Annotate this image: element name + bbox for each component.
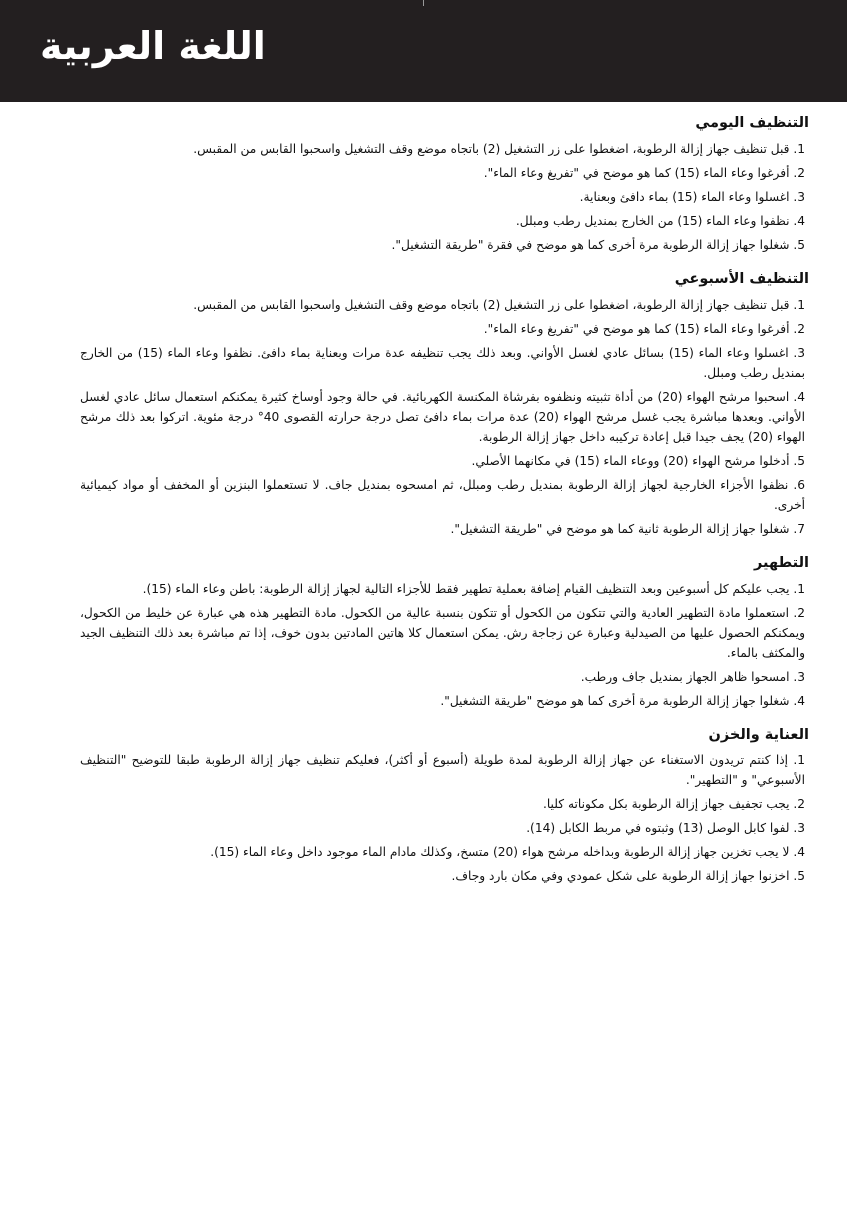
section-daily-cleaning xyxy=(80,114,809,255)
list-item: 5. أدخلوا مرشح الهواء (20) ووعاء الماء (15) في مكانهما الأصلي. xyxy=(471,453,805,468)
list-item: 4. شغلوا جهاز إزالة الرطوبة مرة أخرى كما هو موضح "طريقة التشغيل". xyxy=(440,693,805,708)
list-item: 2. أفرغوا وعاء الماء (15) كما هو موضح في "تفريغ وعاء الماء". xyxy=(483,165,805,180)
list-item: 4. اسحبوا مرشح الهواء (20) من أداة تثبيته ونظفوه بفرشاة المكنسة الكهربائية. في حالة وجود أوساخ كثيرة يمكنكم استعمال سائل عادي لغسل الأواني. وبعدها مباشرة يجب غسل مرشح الهواء (20) عدة مرات بماء دافئ تصل درجة حرارته القصوى 40° درجة مئوية. اتركوا بعد ذلك مرشح الهواء (20) يجف جيدا قبل إعادة تركيبه داخل جهاز إزالة الرطوبة. xyxy=(80,389,806,444)
page-header xyxy=(0,0,847,102)
list-item: 6. نظفوا الأجزاء الخارجية لجهاز إزالة الرطوبة بمنديل رطب ومبلل، ثم امسحوه بمنديل جاف. لا تستعملوا البنزين أو المخفف أو مواد كيميائية أخرى. xyxy=(80,477,805,512)
section-disinfection xyxy=(80,554,809,711)
section-care-storage xyxy=(80,726,809,887)
section-title: التطهير xyxy=(754,554,809,571)
section-title: التنظيف الأسبوعي xyxy=(674,270,809,287)
list-item: 1. قبل تنظيف جهاز إزالة الرطوبة، اضغطوا على زر التشغيل (2) باتجاه موضع وقف التشغيل واسحبوا القابس من المقبس. xyxy=(193,297,805,312)
section-weekly-cleaning xyxy=(80,270,809,539)
list-item: 5. اخزنوا جهاز إزالة الرطوبة على شكل عمودي وفي مكان بارد وجاف. xyxy=(451,869,805,884)
list-item: 5. شغلوا جهاز إزالة الرطوبة مرة أخرى كما هو موضح في فقرة "طريقة التشغيل". xyxy=(391,237,805,252)
list-item: 1. إذا كنتم تريدون الاستغناء عن جهاز إزالة الرطوبة لمدة طويلة (أسبوع أو أكثر)، فعليكم تنظيف جهاز إزالة الرطوبة طبقا للتوضيح "التنظيف الأسبوعي" و "التطهير". xyxy=(80,753,805,788)
section-title: التنظيف اليومي xyxy=(695,115,809,131)
list-item: 1. قبل تنظيف جهاز إزالة الرطوبة، اضغطوا على زر التشغيل (2) باتجاه موضع وقف التشغيل واسحبوا القابس من المقبس. xyxy=(193,141,805,156)
list-item: 3. لفوا كابل الوصل (13) وثبتوه في مربط الكابل (14). xyxy=(526,821,805,836)
list-item: 2. يجب تجفيف جهاز إزالة الرطوبة بكل مكوناته كليا. xyxy=(542,797,805,812)
list-item: 1. يجب عليكم كل أسبوعين وبعد التنظيف القيام إضافة بعملية تطهير فقط للأجزاء التالية لجهاز إزالة الرطوبة: باطن وعاء الماء (15). xyxy=(142,581,805,596)
manual-content xyxy=(80,114,809,901)
list-item: 3. اغسلوا وعاء الماء (15) بماء دافئ وبعناية. xyxy=(579,189,805,204)
list-item: 2. أفرغوا وعاء الماء (15) كما هو موضح في "تفريغ وعاء الماء". xyxy=(483,321,805,336)
list-item: 4. لا يجب تخزين جهاز إزالة الرطوبة وبداخله مرشح هواء (20) متسخ، وكذلك مادام الماء موجود داخل وعاء الماء (15). xyxy=(210,845,805,860)
page-title: اللغة العربية xyxy=(40,24,266,68)
list-item: 4. نظفوا وعاء الماء (15) من الخارج بمنديل رطب ومبلل. xyxy=(515,213,805,228)
list-item: 3. اغسلوا وعاء الماء (15) بسائل عادي لغسل الأواني. وبعد ذلك يجب تنظيفه عدة مرات وبعناية بماء دافئ. نظفوا وعاء الماء (15) من الخارج بمنديل رطب ومبلل. xyxy=(80,345,805,380)
section-title: العناية والخزن xyxy=(708,726,809,743)
list-item: 7. شغلوا جهاز إزالة الرطوبة ثانية كما هو موضح في "طريقة التشغيل". xyxy=(450,521,805,536)
crop-mark xyxy=(423,0,424,6)
list-item: 2. استعملوا مادة التطهير العادية والتي تتكون من الكحول أو تتكون بنسبة عالية من الكحول. مادة التطهير هذه هي عبارة عن خليط من الكحول، ويمكنكم الحصول عليها من الصيدلية وعبارة عن زجاجة رش. يمكن استعمال كلا هاتين المادتين بدون خوف، إذا تم مباشرة بعد ذلك التنظيف الجيد والمكثف بالماء. xyxy=(80,605,805,660)
list-item: 3. امسحوا ظاهر الجهاز بمنديل جاف ورطب. xyxy=(580,669,805,684)
